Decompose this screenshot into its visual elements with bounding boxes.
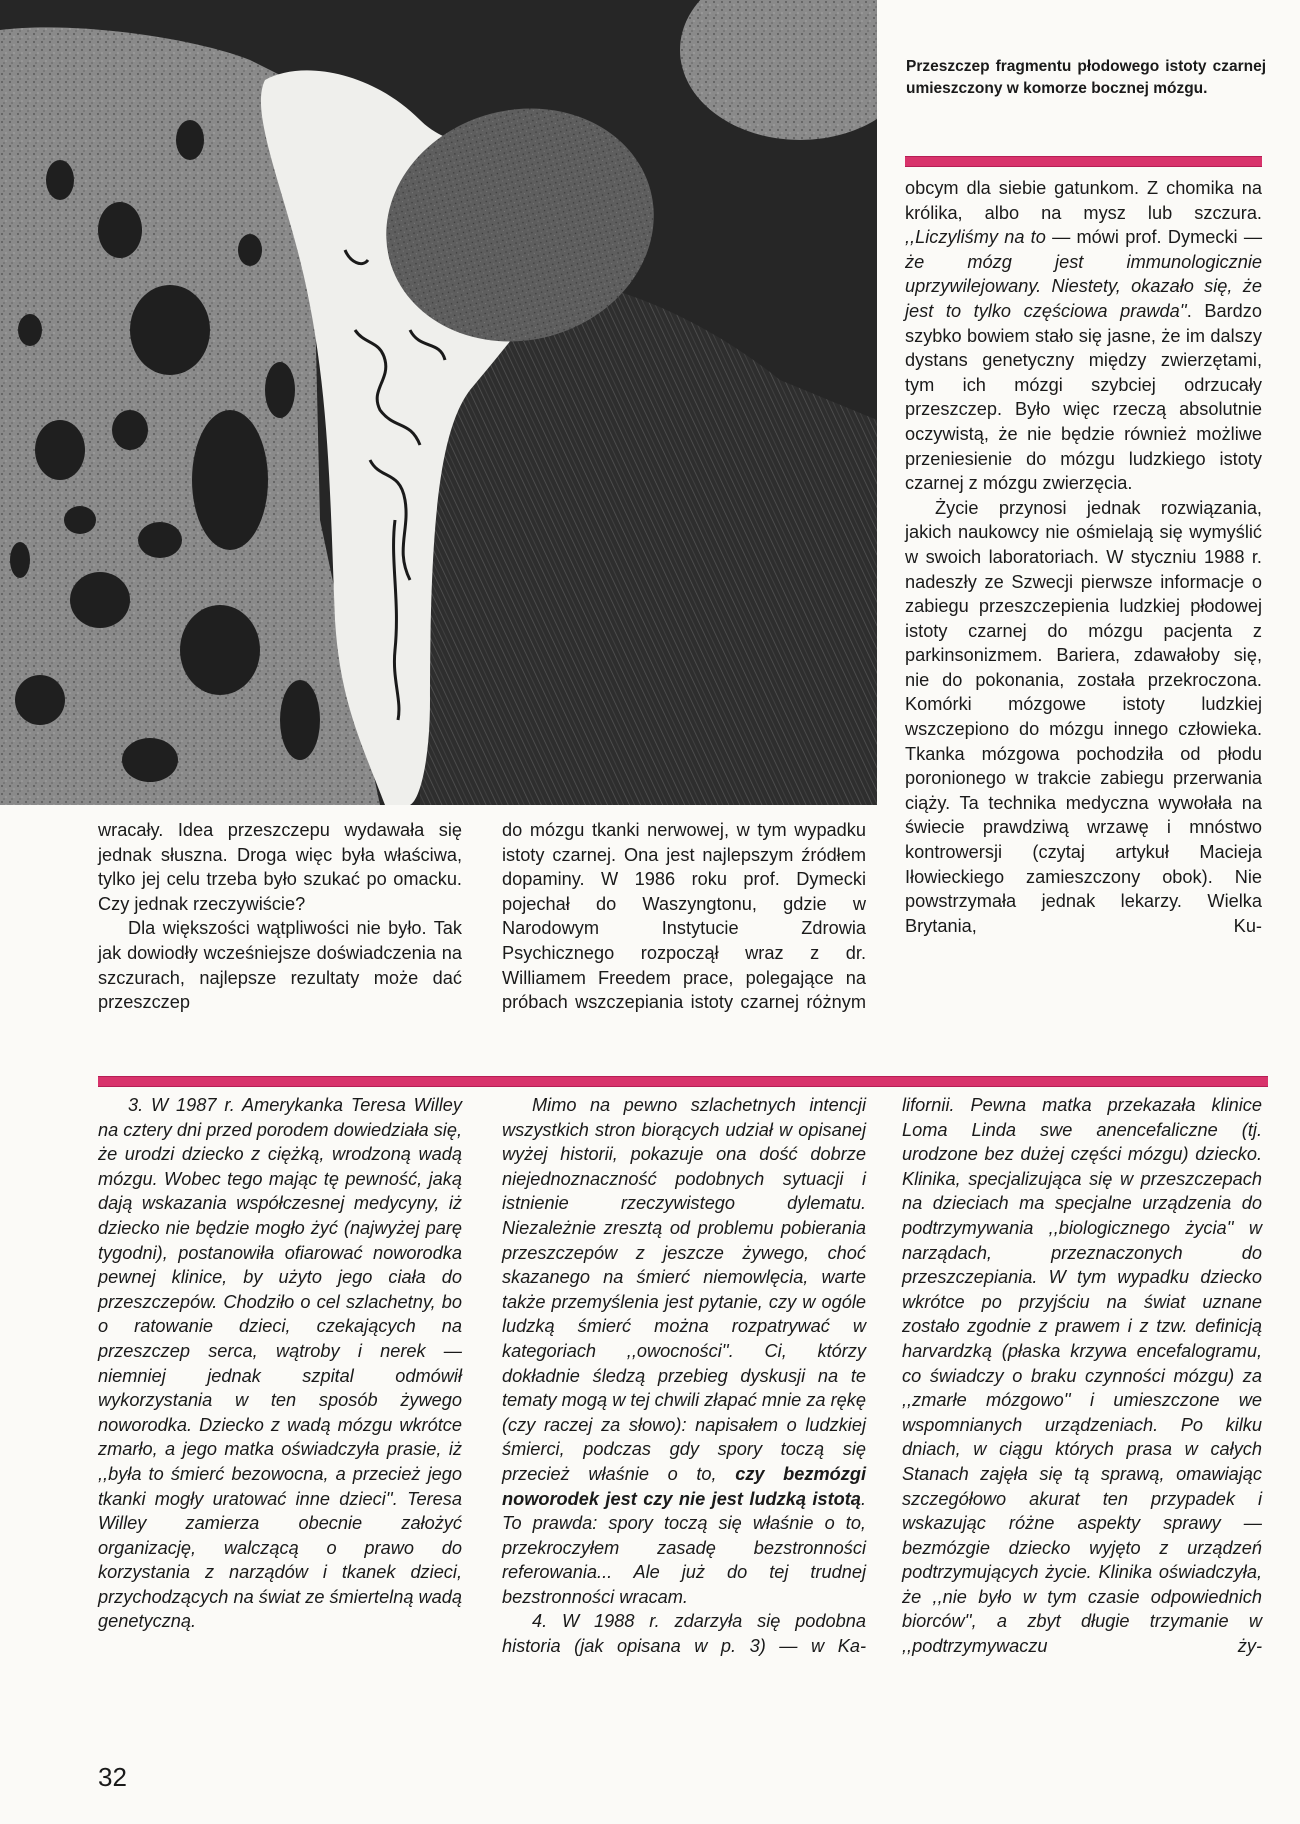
paragraph: obcym dla siebie gatunkom. Z chomika na królika, albo na mysz lub szczura. ,,Liczyliśmy na to — mówi prof. Dymecki — że mózg jest immunologicznie uprzywilejowany. Niestety, okazało się, że jest to tylko częściowa prawda''. Bardzo szybko bowiem stało się jasne, że im dalszy dystans genetyczny między zwierzętami, tym ich mózgi szybciej odrzucały przeszczep. Było więc rzeczą absolutnie oczywistą, że nie będzie również możliwe przeniesienie do mózgu ludzkiego istoty czarnej z mózgu zwierzęcia. (905, 178, 1263, 494)
paragraph: lifornii. Pewna matka przekazała klinice Loma Linda swe anencefaliczne (tj. urodzone bez dużej części mózgu) dziecko. Klinika, specjalizująca się w przeszczepach na dzieciach ma specjalne urządzenia do podtrzymywania ,,biologicznego życia'' w narządach, przeznaczonych do przeszczepiania. W tym wypadku dziecko wkrótce po przyjściu na świat uznane zostało zgodnie z prawem i z tzw. definicją harvardzką (płaska krzywa encefalogramu, co świadczy o braku czynności mózgu) za ,,zmarłe mózgowo'' i umieszczone we wspomnianych urządzeniach. Po kilku dniach, w ciągu których prasa w całych Stanach zajęła się tą sprawą, omawiając szczegółowo akurat ten przypadek i wskazując różne aspekty sprawy — bezmózgie dziecko wyjęto z urządzeń podtrzymujących życie. Klinika oświadczyła, że ,,nie było w tym czasie odpowiednich biorców'', a zbyt długie trzymanie w ,,podtrzymywaczu ży- (902, 1095, 1262, 1657)
paragraph: 3. W 1987 r. Amerykanka Teresa Willey na cztery dni przed porodem dowiedziała się, że urodzi dziecko z ciężką, wrodzoną wadą mózgu. Wobec tego mając tę pewność, jaką dają wskazania współczesnej medycyny, iż dziecko nie będzie mogło żyć (najwyżej parę tygodni), postanowiła ofiarować noworodka pewnej klinice, by użyto jego ciała do przeszczepów. Chodziło o cel szlachetny, bo o ratowanie dzieci, czekających na przeszczep serca, wątroby i nerek — niemniej jednak szpital odmówił wykorzystania w ten sposób żywego noworodka. Dziecko z wadą mózgu wkrótce zmarło, a jego matka oświadczyła prasie, iż ,,była to śmierć bezowocna, a przecież jego tkanki mogły uratować inne dzieci''. Teresa Willey zamierza obecnie założyć organizację, walczącą o prawo do korzystania z narządów i tkanek dzieci, przychodzących na świat ze śmiertelną wadą genetyczną. (98, 1095, 462, 1632)
paragraph: do mózgu tkanki nerwowej, w tym wypadku istoty czarnej. Ona jest najlepszym źródłem dopaminy. W 1986 roku prof. Dymecki pojechał do Waszyngtonu, gdzie w Narodowym Instytucie Zdrowia Psychicznego rozpoczął wraz z dr. Williamem Freedem prace, polegające na próbach wszczepiania istoty czarnej różnym (502, 820, 866, 1013)
upper-column-3 (905, 176, 1262, 938)
quote: że mózg jest immunologicznie uprzywilejowany. Niestety, okazało się, że jest to tylko częściowa prawda'' (905, 251, 1262, 321)
quote: ,,Liczyliśmy na to (905, 227, 1046, 248)
upper-column-2 (502, 818, 866, 1015)
accent-rule-top (905, 156, 1262, 167)
paragraph: wracały. Idea przeszczepu wydawała się jednak słuszna. Droga więc była właściwa, tylko jej celu trzeba było szukać po omacku. Czy jednak rzeczywiście? (98, 820, 462, 914)
lower-column-1 (98, 1093, 462, 1634)
brain-section-photo (0, 0, 877, 805)
paragraph: Dla większości wątpliwości nie było. Tak jak dowiodły wcześniejsze doświadczenia na szczurach, najlepsze rezultaty może dać przeszczep (98, 918, 462, 1013)
page-number: 32 (98, 1762, 127, 1792)
upper-column-1 (98, 818, 462, 1015)
accent-rule-divider (98, 1076, 1268, 1087)
emphasis: czy bezmózgi noworodek jest czy nie jest ludzką istotą (502, 1463, 867, 1509)
micrograph-illustration (0, 0, 877, 805)
paragraph: Mimo na pewno szlachetnych intencji wszystkich stron biorących udział w opisanej wyżej historii, pokazuje ona dość dobrze niejednoznaczność podobnych sytuacji i istnienie rzeczywistego dylematu. Niezależnie zresztą od problemu pobierania przeszczepów z jeszcze żywego, choć skazanego na śmierć niemowlęcia, warte także przemyślenia jest pytanie, czy w ogóle ludzką śmierć można rozpatrywać w kategoriach ,,owocności''. Ci, którzy dokładnie śledzą przebieg dyskusji na te tematy mogą w tej chwili złapać mnie za rękę (czy raczej za słowo): napisałem o ludzkiej śmierci, podczas gdy spory toczą się przecież właśnie o to, czy bezmózgi noworodek jest czy nie jest ludzką istotą. To prawda: spory toczą się właśnie o to, przekroczyłem zasadę bezstronności referowania... Ale już do tej trudnej bezstronności wracam. (502, 1095, 867, 1607)
lower-column-2 (502, 1093, 866, 1659)
paragraph: Życie przynosi jednak rozwiązania, jakich naukowcy nie ośmielają się wymyślić w swoich laboratoriach. W styczniu 1988 r. nadeszły ze Szwecji pierwsze informacje o zabiegu przeszczepienia ludzkiej płodowej istoty czarnej do mózgu pacjenta z parkinsonizmem. Bariera, zdawałoby się, nie do pokonania, została przekroczona. Komórki mózgowe istoty ludzkiej wszczepiono do mózgu innego człowieka. Tkanka mózgowa pochodziła od płodu poronionego w trakcie zabiegu przerwania ciąży. Ta technika medyczna wywołała na świecie prawdziwą wrzawę i mnóstwo kontrowersji (czytaj artykuł Macieja Iłowieckiego zamieszczony obok). Nie powstrzymała jednak lekarzy. Wielka Brytania, Ku- (905, 497, 1262, 936)
paragraph: 4. W 1988 r. zdarzyła się podobna historia (jak opisana w p. 3) — w Ka- (502, 1611, 866, 1657)
lower-column-3 (902, 1093, 1262, 1659)
figure-caption: Przeszczep fragmentu płodowego istoty czarnej umieszczony w komorze bocznej mózgu. (906, 58, 1266, 97)
